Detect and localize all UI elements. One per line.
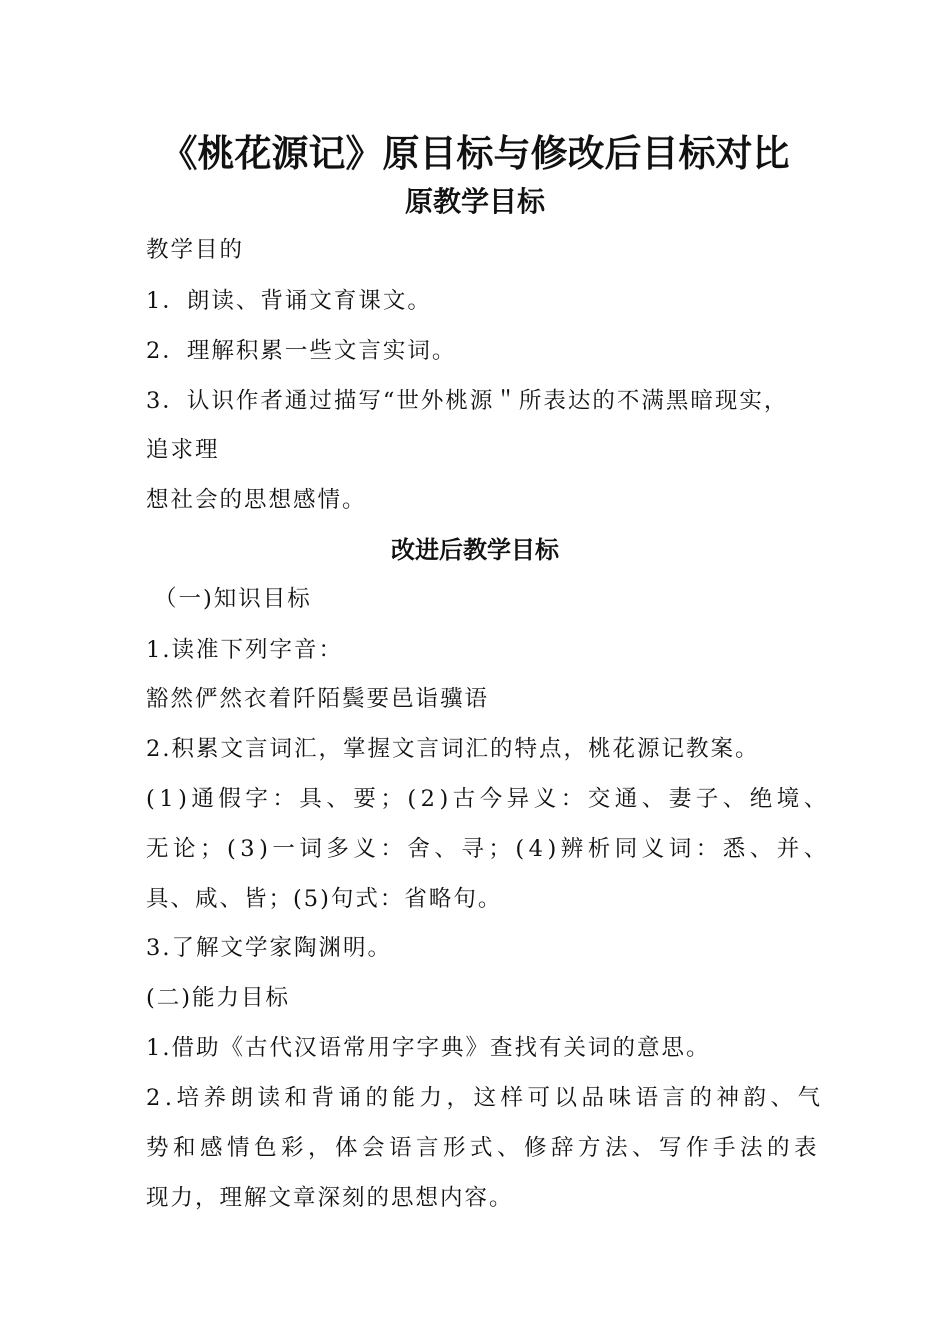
original-goal-item: 2．理解积累一些文言实词。: [146, 338, 457, 364]
original-goal-item: 3．认识作者通过描写“世外桃源＂所表达的不满黑暗现实，: [146, 388, 789, 414]
improved-goal-line: 3.了解文学家陶渊明。: [146, 935, 392, 961]
improved-goal-line: 势和感情色彩，体会语言形式、修辞方法、写作手法的表: [146, 1135, 822, 1161]
knowledge-goals-subheading: （一)知识目标: [154, 586, 312, 612]
improved-goal-line: 2.培养朗读和背诵的能力，这样可以品味语言的神韵、气: [146, 1085, 825, 1111]
improved-goal-line: (1)通假字：具、要；(2)古今异义：交通、妻子、绝境、: [146, 786, 831, 812]
original-goal-item-continued: 想社会的思想感情。: [146, 487, 367, 513]
original-goal-item-continued: 追求理: [146, 437, 220, 463]
improved-goals-heading: 改进后教学目标: [391, 536, 559, 564]
original-goals-label: 教学目的: [146, 237, 245, 263]
improved-goal-line: 具、咸、皆；(5)句式：省略句。: [146, 886, 503, 912]
improved-goal-line: 1.读准下列字音：: [146, 637, 343, 663]
original-goal-item: 1．朗读、背诵文育课文。: [146, 288, 432, 314]
improved-goal-line: 无论；(3)一词多义：舍、寻；(4)辨析同义词：悉、并、: [146, 836, 831, 862]
improved-goal-line: 2.积累文言词汇，掌握文言词汇的特点，桃花源记教案。: [146, 736, 760, 762]
improved-goal-line: 1.借助《古代汉语常用字字典》查找有关词的意思。: [146, 1035, 711, 1061]
original-goals-heading: 原教学目标: [404, 185, 545, 218]
improved-goal-line: 现力，理解文章深刻的思想内容。: [146, 1185, 514, 1211]
ability-goals-subheading: (二)能力目标: [146, 985, 291, 1011]
document-title: 《桃花源记》原目标与修改后目标对比: [160, 131, 790, 175]
pronunciation-words: 豁然俨然衣着阡陌鬓要邑诣骥语: [146, 686, 490, 712]
